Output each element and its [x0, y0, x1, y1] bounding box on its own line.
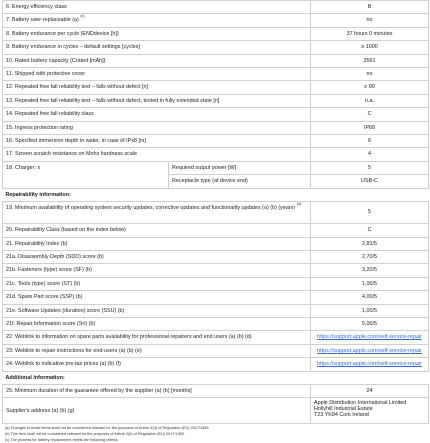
spec-row-21c: [3, 277, 429, 290]
supplier-address-line: T23 YK84 Cork Ireland: [314, 412, 369, 419]
spec-label: 17. Screen scratch resistance on Mohs hardness scale: [3, 148, 311, 161]
spec-row-24: [3, 358, 429, 371]
spec-row-12: [3, 81, 429, 94]
spec-table: [2, 0, 429, 424]
spec-value: B: [311, 1, 429, 14]
spec-value: no: [311, 14, 429, 27]
pre-tax-prices-link[interactable]: https://support.apple.com/self-service-repair: [311, 358, 429, 371]
spec-label: 23. Weblink to repair instructions for end-users (a) (b) (e): [3, 344, 311, 357]
spec-row-21: [3, 237, 429, 250]
spec-value: no: [311, 68, 429, 81]
spec-value: 3561: [311, 54, 429, 67]
spec-value: 4: [311, 148, 429, 161]
charger-label: 18. Charger: x: [3, 161, 169, 188]
spec-value: 2,81/5: [311, 237, 429, 250]
footnote: (a) Changes to these items shall not be considered relevant for the purposes of Article 4(4) of Regulation (EU) 2017/1369.: [5, 426, 210, 431]
charger-power-label: Required output power [W]: [169, 161, 311, 174]
supplier-row: [3, 398, 429, 424]
spec-value: ≥ 90: [311, 81, 429, 94]
spec-row-16: [3, 135, 429, 148]
spec-label: 24. Weblink to indicative pre-tax prices (a) (b) (f): [3, 358, 311, 371]
spec-label: 10. Rated battery capacity (Crated [mAh]): [3, 54, 311, 67]
spec-value: 5: [311, 202, 429, 224]
spec-label: 21f. Repair Information score (Sri) (b): [3, 317, 311, 330]
spec-label: 15. Ingress protection rating: [3, 121, 311, 134]
footnote-ref: (c): [80, 14, 85, 19]
spec-label: 21a. Disassembly Depth (SDD) score (b): [3, 250, 311, 263]
spec-value: 5,00/5: [311, 317, 429, 330]
spec-label: 21e. Software Updates (duration) score (SSU) (b): [3, 304, 311, 317]
spec-label: 6. Energy efficiency class: [3, 1, 311, 14]
spec-label: 21b. Fasteners (type) score (SF) (b): [3, 264, 311, 277]
footnote-ref: (d): [296, 202, 302, 207]
repairability-heading-row: [3, 188, 429, 201]
charger-receptacle-value: USB-C: [311, 175, 429, 188]
spec-label: 21d. Spare Part score (SSP) (b): [3, 291, 311, 304]
spec-label: 21. Repairability Index (b): [3, 237, 311, 250]
spec-row-21b: [3, 264, 429, 277]
spec-row-22: [3, 331, 429, 344]
spec-row-8: [3, 27, 429, 40]
spec-row-21f: [3, 317, 429, 330]
spec-row-7: [3, 14, 429, 27]
spec-value: C: [311, 224, 429, 237]
repairability-heading: Repairability information:: [3, 188, 429, 201]
supplier-label: Supplier's address (a) (b) (g): [3, 398, 311, 424]
footnote: (c) The process for battery replacement meets the following criteria:: [5, 437, 119, 442]
spec-row-6: [3, 1, 429, 14]
spec-value: 37 hours 0 minutes: [311, 27, 429, 40]
spec-value: n.a.: [311, 94, 429, 107]
spec-label: 25. Minimum duration of the guarantee offered by the supplier (a) (b) [months]: [3, 384, 311, 397]
spec-value: 1,00/5: [311, 304, 429, 317]
spec-value: ≥ 1000: [311, 41, 429, 54]
charger-power-value: 5: [311, 161, 429, 174]
spec-row-13: [3, 94, 429, 107]
supplier-address: [311, 398, 429, 424]
supplier-address-line: Hollyhill Industrial Estate: [314, 406, 373, 413]
spec-row-19: [3, 202, 429, 224]
spec-value: 2,70/5: [311, 250, 429, 263]
spec-value: 4,00/5: [311, 291, 429, 304]
spec-label: 8. Battery endurance per cycle (ENDdevice [h]): [3, 27, 311, 40]
spec-row-14: [3, 108, 429, 121]
additional-heading: Additional information:: [3, 371, 429, 384]
spec-value: IP68: [311, 121, 429, 134]
spec-row-25: [3, 384, 429, 397]
spec-label: 22. Weblink to information on spare parts availability for professional repairers and end users (a) (b) (d): [3, 331, 311, 344]
footnote: (b) This item shall not be considered relevant for the purposes of Article 2(6) of Regulation (EU) 2017/1369.: [5, 431, 185, 436]
spec-value: 1,00/5: [311, 277, 429, 290]
spec-label: 7. Battery user-replaceable (a) $^{(c)}$: [3, 14, 311, 27]
spec-row-21a: [3, 250, 429, 263]
spec-label: 12. Repeated free fall reliability test – falls without defect [n]: [3, 81, 311, 94]
spec-row-15: [3, 121, 429, 134]
spec-value: C: [311, 108, 429, 121]
spec-label: 19. Minimum availability of operating system security updates, corrective updates and functionality updates (a) (b) (years) $^{(d)}$: [3, 202, 311, 224]
charger-row-power: [3, 161, 429, 174]
repair-instructions-link[interactable]: https://support.apple.com/self-service-repair: [311, 344, 429, 357]
charger-receptacle-label: Receptacle type (at device end): [169, 175, 311, 188]
spec-label: 21c. Tools (type) score (ST) (b): [3, 277, 311, 290]
spec-row-11: [3, 68, 429, 81]
supplier-address-line: Apple Distribution International Limited: [314, 400, 407, 407]
spec-row-21e: [3, 304, 429, 317]
spec-row-21d: [3, 291, 429, 304]
product-information-sheet: [2, 0, 428, 443]
spec-label: 20. Repairability Class (based on the index below): [3, 224, 311, 237]
additional-heading-row: [3, 371, 429, 384]
spec-value: 24: [311, 384, 429, 397]
spec-row-10: [3, 54, 429, 67]
spec-row-20: [3, 224, 429, 237]
spec-row-9: [3, 41, 429, 54]
spec-label: 13. Repeated free fall reliability test – falls without defect, tested in fully extended state [n]: [3, 94, 311, 107]
spec-row-17: [3, 148, 429, 161]
spec-label: 16. Specified immersion depth in water, in case of IPx8 [m]: [3, 135, 311, 148]
spec-label: 11. Shipped with protective cover: [3, 68, 311, 81]
spec-row-23: [3, 344, 429, 357]
spec-value: 6: [311, 135, 429, 148]
spec-label: 9. Battery endurance in cycles – default settings [cycles]: [3, 41, 311, 54]
spec-value: 3,20/5: [311, 264, 429, 277]
spare-parts-link[interactable]: https://support.apple.com/self-service-repair: [311, 331, 429, 344]
footnotes: [2, 426, 428, 443]
spec-label: 14. Repeated free fall reliability class: [3, 108, 311, 121]
